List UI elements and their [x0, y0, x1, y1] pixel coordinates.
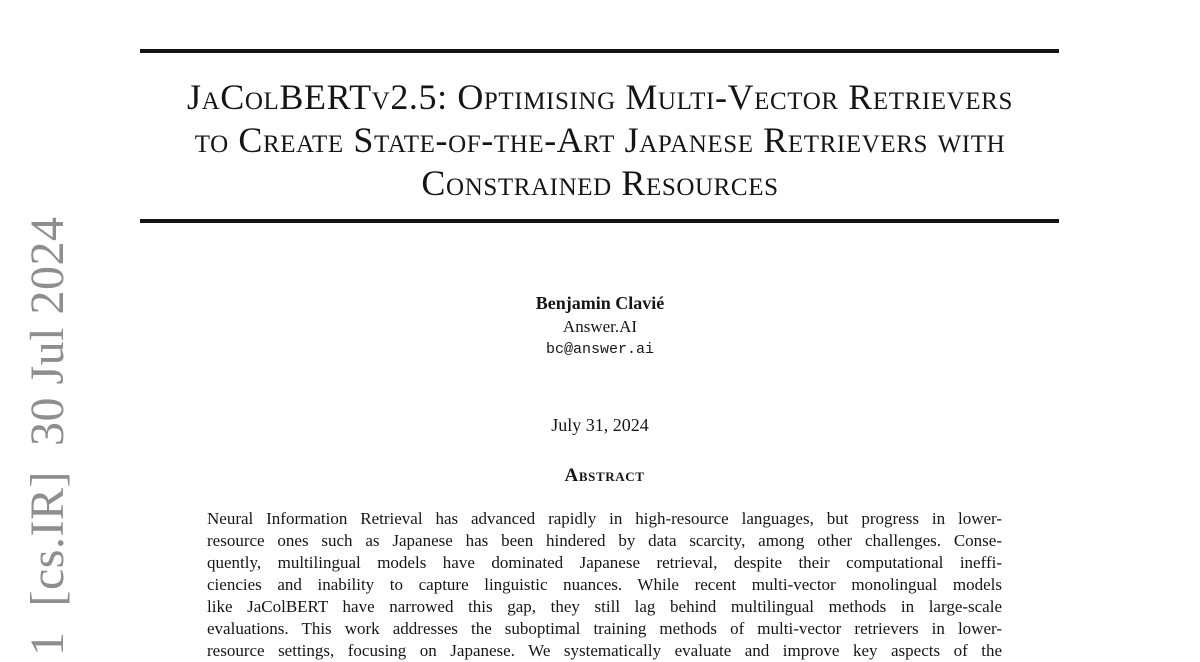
author-name: Benjamin Clavié: [535, 293, 665, 313]
abstract-line: quently, multilingual models have dominated Japanese retrieval, despite their computational ineffi-: [207, 553, 1002, 572]
abstract-line: resource settings, focusing on Japanese. We systematically evaluate and improve key aspects of the: [207, 641, 1002, 660]
abstract-line: resource ones such as Japanese has been hindered by data scarcity, among other challenges. Conse-: [207, 531, 1002, 550]
abstract-line: evaluations. This work addresses the suboptimal training methods of multi-vector retrievers in lower-: [207, 619, 1002, 638]
abstract-line: Neural Information Retrieval has advanced rapidly in high-resource languages, but progress in lower-: [207, 509, 1002, 528]
abstract-text: [207, 508, 1002, 660]
abstract-line: ciencies and inability to capture linguistic nuances. While recent multi-vector monolingual models: [207, 575, 1002, 594]
paper-title-line-2: to Create State-of-the-Art Japanese Retrievers with: [194, 120, 1006, 160]
abstract-line: like JaColBERT have narrowed this gap, they still lag behind multilingual methods in large-scale: [207, 597, 1002, 616]
title-rule-bottom: [140, 219, 1059, 223]
paper-title: [100, 76, 1100, 205]
author-email: bc@answer.ai: [545, 341, 655, 358]
arxiv-stamp-watermark: 1 [cs.IR] 30 Jul 2024: [21, 216, 74, 656]
title-rule-top: [140, 49, 1059, 53]
paper-title-line-3: Constrained Resources: [421, 163, 779, 203]
author-block: [0, 292, 1200, 361]
paper-date: July 31, 2024: [551, 415, 649, 435]
author-affiliation: Answer.AI: [562, 317, 638, 336]
abstract-heading: Abstract: [564, 465, 645, 486]
paper-title-line-1: JaColBERTv2.5: Optimising Multi-Vector Retrievers: [187, 77, 1013, 117]
